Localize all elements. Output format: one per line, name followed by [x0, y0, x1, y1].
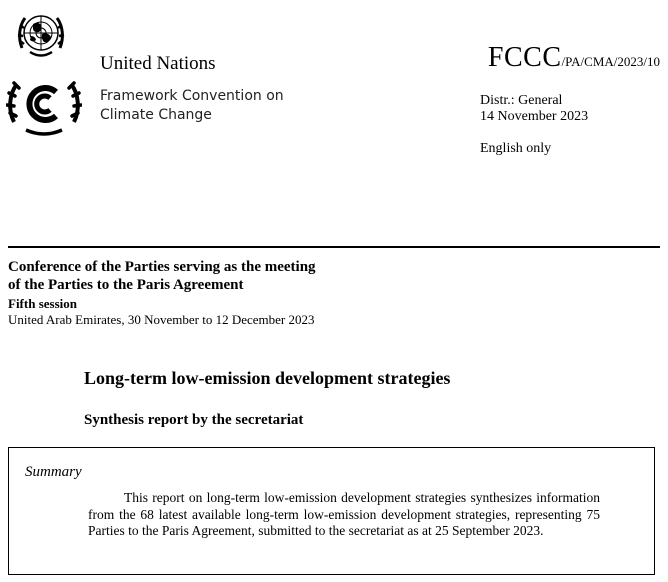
meeting-line2: of the Parties to the Paris Agreement: [8, 277, 244, 293]
un-emblem-icon: [16, 8, 66, 60]
summary-box: [8, 447, 655, 575]
venue-dates: United Arab Emirates, 30 November to 12 December 2023: [8, 312, 315, 327]
meeting-line1: Conference of the Parties serving as the meeting: [8, 259, 316, 275]
symbol-sub: /PA/CMA/2023/10: [561, 54, 660, 69]
summary-text: This report on long-term low-emission development strategies synthesizes information from the 68 latest available long-term low-emission development strategies, representing 75 Parties to the Paris Agreement, submitted to the secretariat as at 25 September 2023.: [88, 490, 600, 538]
organization-name: United Nations: [100, 53, 216, 74]
header-divider: [8, 246, 660, 248]
distribution-block: [480, 93, 588, 125]
document-title: Long-term low-emission development strategies: [84, 368, 451, 388]
distribution: Distr.: General: [480, 93, 563, 108]
session-label: Fifth session: [8, 296, 77, 311]
summary-heading: Summary: [25, 464, 82, 480]
symbol-main: FCCC: [487, 42, 562, 73]
document-subtitle: Synthesis report by the secretariat: [84, 412, 304, 428]
framework-convention-line2: Climate Change: [100, 107, 212, 123]
framework-convention-line1: Framework Convention on: [100, 88, 284, 104]
meeting-title: [8, 258, 316, 294]
issue-date: 14 November 2023: [480, 109, 589, 124]
language-note: English only: [480, 141, 552, 156]
document-symbol: [488, 42, 660, 74]
unfccc-logo-icon: [6, 72, 82, 136]
